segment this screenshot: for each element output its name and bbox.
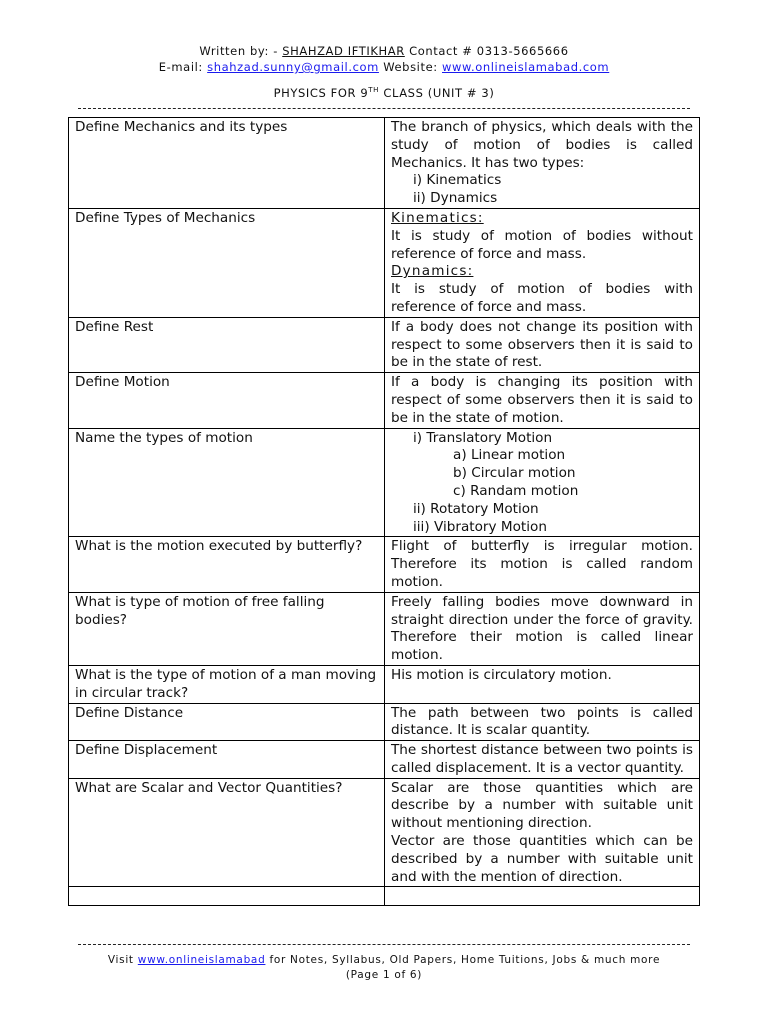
list-item: b) Circular motion [453, 465, 576, 482]
page-header [0, 43, 768, 75]
answer-cell: If a body does not change its position with respect to some observers then it is said to be in the state of rest. [385, 317, 700, 372]
page-number: (Page 1 of 6) [345, 968, 423, 981]
answer-cell: The path between two points is called distance. It is scalar quantity. [385, 703, 700, 741]
list-item: ii) Rotatory Motion [413, 500, 539, 517]
footer-line [0, 953, 768, 968]
contact-label: Contact # [409, 44, 473, 58]
table-row [69, 592, 700, 665]
table-row [69, 208, 700, 317]
answer-cell: Freely falling bodies move downward in straight direction under the force of gravity. Therefore their motion is called linear motion. [385, 592, 700, 665]
table-row [69, 373, 700, 428]
table-row [69, 317, 700, 372]
written-by-label: Written by: - [199, 44, 278, 58]
question-cell: What is the motion executed by butterfly? [69, 537, 385, 592]
top-divider [78, 108, 690, 109]
list-item: c) Randam motion [453, 482, 579, 499]
question-cell: What is the type of motion of a man moving in circular track? [69, 665, 385, 703]
website-link[interactable]: www.onlineislamabad.com [442, 60, 610, 74]
answer-text: Vector are those quantities which can be described by a number with suitable unit and with the mention of direction. [391, 833, 693, 885]
bottom-divider [78, 944, 690, 945]
table-row [69, 665, 700, 703]
kinematics-heading: Kinematics: [391, 209, 484, 226]
empty-cell [385, 887, 700, 906]
answer-text: The branch of physics, which deals with the study of motion of bodies is called Mechanics. It has two types: [391, 119, 693, 171]
footer-tagline: for Notes, Syllabus, Old Papers, Home Tuitions, Jobs & much more [269, 954, 661, 966]
list-item: i) Translatory Motion [413, 429, 553, 446]
table-row [69, 428, 700, 537]
list-item: iii) Vibratory Motion [413, 518, 547, 535]
question-cell: Name the types of motion [69, 428, 385, 537]
answer-cell [385, 118, 700, 209]
question-cell: What is type of motion of free falling bodies? [69, 592, 385, 665]
answer-cell [385, 428, 700, 537]
question-cell: Define Distance [69, 703, 385, 741]
question-cell: Define Motion [69, 373, 385, 428]
answer-cell [385, 208, 700, 317]
contact-line [0, 59, 768, 75]
answer-cell: The shortest distance between two points is called displacement. It is a vector quantity. [385, 741, 700, 779]
table-row-empty [69, 887, 700, 906]
table-row [69, 778, 700, 887]
list-item: a) Linear motion [453, 447, 566, 464]
title-prefix: PHYSICS FOR 9 [273, 86, 369, 100]
answer-cell: His motion is circulatory motion. [385, 665, 700, 703]
author-line [0, 43, 768, 59]
table-row [69, 537, 700, 592]
visit-label: Visit [107, 954, 134, 966]
list-item: ii) Dynamics [413, 190, 498, 207]
footer-website-link[interactable]: www.onlineislamabad [137, 954, 266, 966]
page-title [0, 86, 768, 100]
page-footer [0, 953, 768, 982]
answer-text: It is study of motion of bodies without reference of force and mass. [391, 227, 693, 262]
title-superscript: TH [368, 86, 380, 95]
list-item: i) Kinematics [413, 172, 502, 189]
contact-number: 0313-5665666 [476, 44, 569, 58]
question-cell: Define Mechanics and its types [69, 118, 385, 209]
empty-cell [69, 887, 385, 906]
qa-table [68, 117, 700, 906]
email-label: E-mail: [158, 60, 203, 74]
answer-text: Scalar are those quantities which are describe by a number with suitable unit without mentioning direction. [391, 779, 693, 832]
question-cell: Define Rest [69, 317, 385, 372]
table-row [69, 741, 700, 779]
question-cell: Define Types of Mechanics [69, 208, 385, 317]
question-cell: What are Scalar and Vector Quantities? [69, 778, 385, 887]
author-name: SHAHZAD IFTIKHAR [282, 44, 405, 58]
table-row [69, 703, 700, 741]
website-label: Website: [383, 60, 438, 74]
answer-cell: If a body is changing its position with respect of some observers then it is said to be in the state of motion. [385, 373, 700, 428]
table-row [69, 118, 700, 209]
title-suffix: CLASS (UNIT # 3) [383, 86, 495, 100]
question-cell: Define Displacement [69, 741, 385, 779]
answer-cell: Flight of butterfly is irregular motion. Therefore its motion is called random motion. [385, 537, 700, 592]
answer-cell [385, 778, 700, 887]
dynamics-heading: Dynamics: [391, 263, 474, 280]
answer-text: It is study of motion of bodies with reference of force and mass. [391, 281, 693, 315]
email-link[interactable]: shahzad.sunny@gmail.com [207, 60, 379, 74]
